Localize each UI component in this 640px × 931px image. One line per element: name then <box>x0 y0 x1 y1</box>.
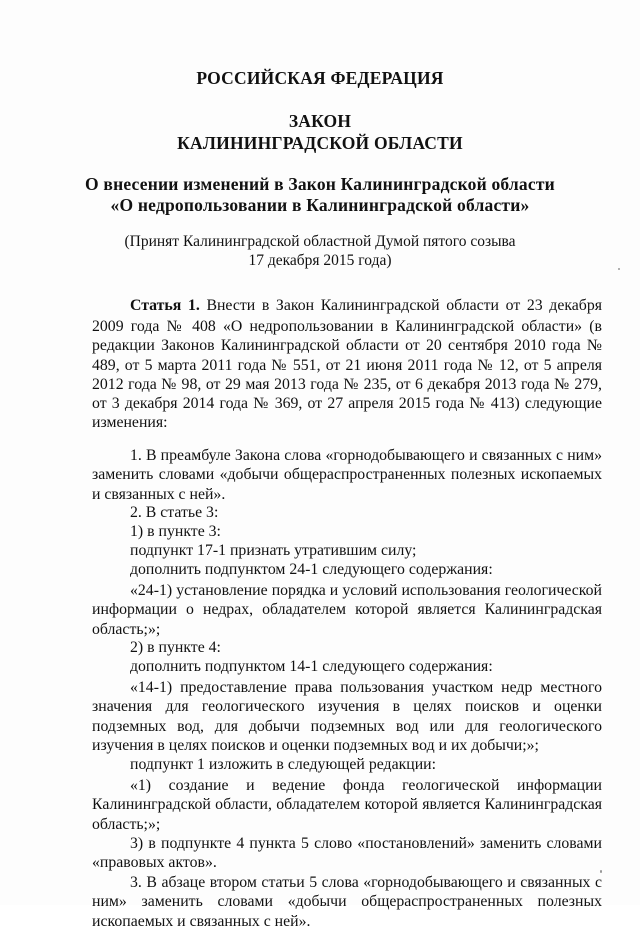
country-heading: РОССИЙСКАЯ ФЕДЕРАЦИЯ <box>196 68 444 88</box>
article-1-body: 2009 года № 408 «О недропользовании в Калининградской области» (в редакции Законов Калининградской области от 20 сентября 2010 года № 489, от 5 марта 2011 года № 551, от 21 июня 2011 года № 12, от 5 апреля 2012 года № 98, от 29 мая 2013 года № 235, от 6 декабря 2013 года № 279, от 3 декабря 2014 года № 369, от 27 апреля 2015 года № 413) следующие изменения: <box>92 318 602 432</box>
clause-17-1-repeal: подпункт 17-1 признать утратившим силу; <box>130 542 417 559</box>
item-2-heading: 2. В статье 3: <box>130 504 219 521</box>
subitem-2-heading: 2) в пункте 4: <box>130 639 221 656</box>
subitem-3-text: 3) в подпункте 4 пункта 5 слово «постановлений» заменить словами «правовых актов». <box>92 835 602 872</box>
clause-1-restate: подпункт 1 изложить в следующей редакции: <box>130 756 437 773</box>
article-1-first-line <box>130 296 602 315</box>
doc-type-heading: ЗАКОН <box>288 111 352 131</box>
article-label: Статья 1. <box>130 297 200 314</box>
clause-24-1-text: «24-1) установление порядка и условий использования геологической информации о недрах, обладателем которой является Калининградская область;»; <box>92 582 602 638</box>
add-clause-24-1: дополнить подпунктом 24-1 следующего содержания: <box>130 561 493 578</box>
scan-speck <box>600 870 602 873</box>
clause-14-1-text: «14-1) предоставление права пользования участком недр местного значения для геологического изучения в целях поисков и оценки подземных вод, для добычи подземных вод или для геологического изучения в целях поисков и оценки подземных вод и их добычи;»; <box>92 679 602 754</box>
region-heading: КАЛИНИНГРАДСКОЙ ОБЛАСТИ <box>177 133 463 153</box>
law-title-line-1: О внесении изменений в Закон Калининградской области <box>85 174 555 194</box>
add-clause-14-1: дополнить подпунктом 14-1 следующего содержания: <box>130 658 493 675</box>
adoption-note-line-1: (Принят Калининградской областной Думой пятого созыва <box>124 233 516 250</box>
adoption-note-line-2: 17 декабря 2015 года) <box>248 252 392 269</box>
law-title-line-2: «О недропользовании в Калининградской области» <box>110 195 530 215</box>
scan-speck <box>618 268 620 270</box>
item-1-preamble: 1. В преамбуле Закона слова «горнодобывающего и связанных с ним» заменить словами «добычи общераспространенных полезных ископаемых и связанных с ней». <box>92 447 602 503</box>
item-3-text: 3. В абзаце втором статьи 5 слова «горнодобывающего и связанных с ним» заменить словами «добычи общераспространенных полезных ископаемых и связанных с ней». <box>92 874 602 930</box>
clause-1-text: «1) создание и ведение фонда геологической информации Калининградской области, обладателем которой является Калининградская область;»; <box>92 777 602 833</box>
subitem-1-heading: 1) в пункте 3: <box>130 523 221 540</box>
article-1-lead: Внести в Закон Калининградской области от 23 декабря <box>206 297 602 314</box>
